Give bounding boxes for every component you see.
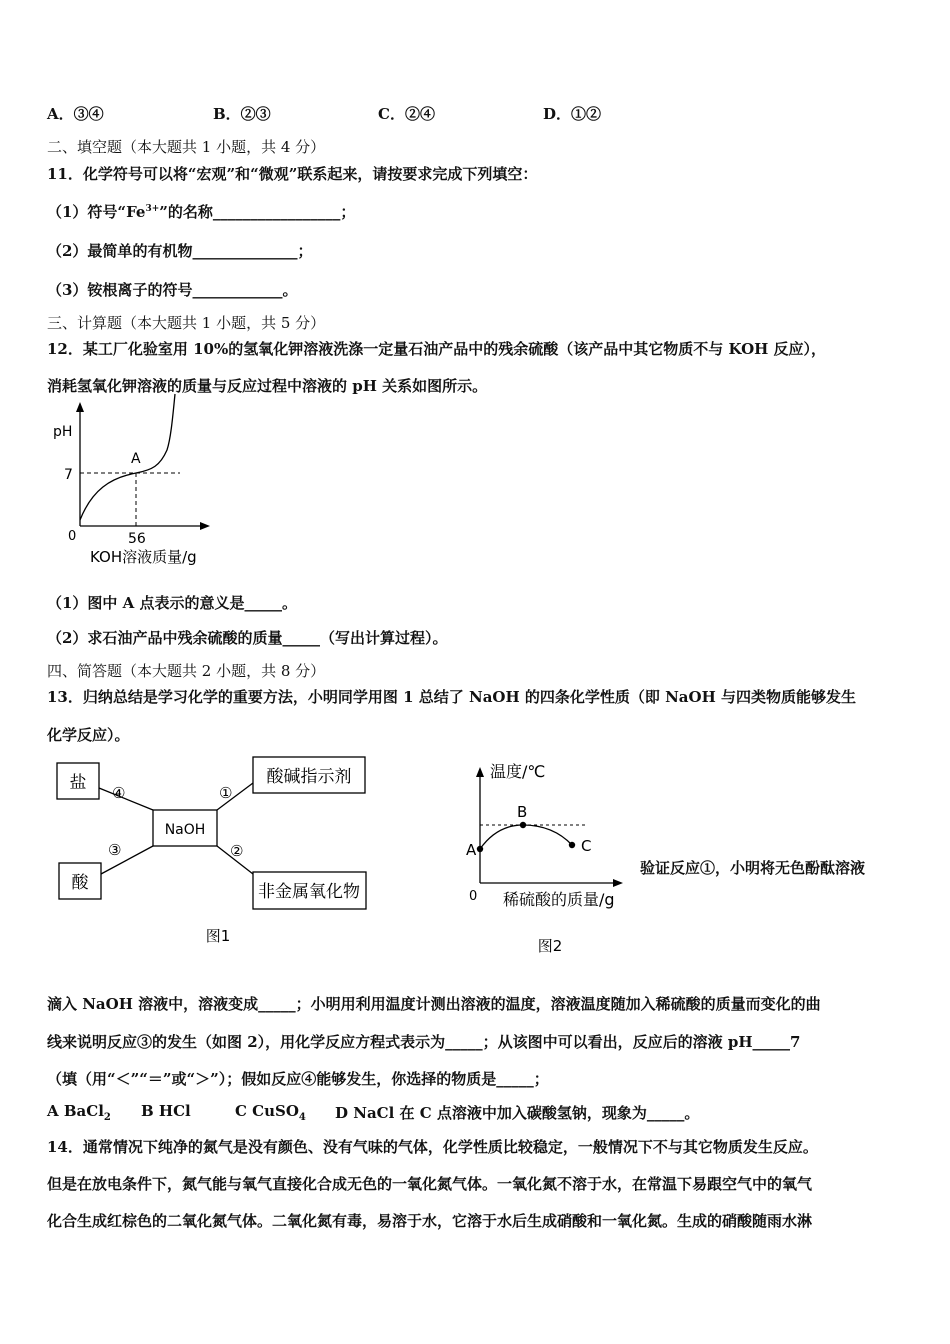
q12-graph-y-label: pH [53, 424, 73, 440]
q11-part1 [47, 201, 355, 222]
q13-side-text: 验证反应①，小明将无色酚酞溶液 [640, 859, 866, 877]
q13-line-3: （填（用“＜”“＝”或“＞”）；假如反应④能够发生，你选择的物质是_____； [47, 1070, 549, 1088]
q11-part3: （3）铵根离子的符号____________。 [47, 281, 298, 299]
fig2-point-a: A [466, 841, 477, 859]
q13-option-c-sub: 4 [298, 1112, 306, 1123]
fig1-acid: 酸 [71, 873, 89, 893]
q10-option-c: C．②④ [378, 105, 435, 123]
q11-part1-pre: （1）符号“Fe [47, 203, 146, 221]
fig2-x-label: 稀硫酸的质量/g [503, 890, 615, 909]
q13-stem-1: 13．归纳总结是学习化学的重要方法，小明同学用图 1 总结了 NaOH 的四条化学性质（即 NaOH 与四类物质能够发生 [47, 688, 856, 706]
fig1-label-4: ④ [112, 784, 126, 802]
fig1-label-2: ② [230, 842, 244, 860]
q12-part2: （2）求石油产品中残余硫酸的质量_____（写出计算过程）。 [47, 629, 448, 647]
q13-option-b: B HCl [141, 1102, 191, 1120]
q14-line-1: 14．通常情况下纯净的氮气是没有颜色、没有气味的气体，化学性质比较稳定，一般情况下不与其它物质发生反应。 [47, 1138, 818, 1156]
q14-line-3: 化合生成红棕色的二氧化氮气体。二氧化氮有毒，易溶于水，它溶于水后生成硝酸和一氧化氮。生成的硝酸随雨水淋 [47, 1212, 813, 1230]
q11-part2: （2）最简单的有机物______________； [47, 242, 313, 260]
fig2-y-label: 温度/℃ [490, 762, 546, 781]
fig2-caption: 图2 [537, 937, 563, 955]
fig1-nonmetal-oxide: 非金属氧化物 [258, 882, 360, 902]
q12-ph-graph [40, 390, 230, 570]
section-heading-2: 二、填空题（本大题共 1 小题，共 4 分） [47, 138, 326, 156]
q13-stem-2: 化学反应）。 [47, 726, 130, 744]
fig1-center-naoh: NaOH [164, 822, 206, 838]
section-heading-4: 四、简答题（本大题共 2 小题，共 8 分） [47, 662, 326, 680]
q13-line-1: 滴入 NaOH 溶液中，溶液变成_____；小明用利用温度计测出溶液的温度，溶液温度随加入稀硫酸的质量而变化的曲 [47, 995, 821, 1013]
q13-option-d: D NaCl 在 C 点溶液中加入碳酸氢钠，现象为_____。 [335, 1104, 700, 1122]
q13-option-c-text: C CuSO [235, 1102, 299, 1120]
q13-option-c [235, 1102, 306, 1123]
q13-option-a [47, 1102, 111, 1123]
q10-option-a: A．③④ [47, 105, 104, 123]
fig2-point-c: C [581, 837, 592, 855]
q12-stem-1: 12．某工厂化验室用 10%的氢氧化钾溶液洗涤一定量石油产品中的残余硫酸（该产品中其它物质不与 KOH 反应）， [47, 340, 827, 358]
q12-graph-y-tick: 7 [64, 467, 73, 483]
q12-graph-origin: 0 [68, 529, 77, 544]
q13-option-a-sub: 2 [103, 1112, 111, 1123]
fig1-caption: 图1 [205, 927, 231, 945]
fig1-salt: 盐 [69, 773, 87, 793]
q13-figure-2 [455, 755, 635, 960]
fig1-label-3: ③ [108, 841, 122, 859]
q12-part1: （1）图中 A 点表示的意义是_____。 [47, 594, 298, 612]
q13-figure-1 [50, 750, 380, 950]
q13-line-2: 线来说明反应③的发生（如图 2），用化学反应方程式表示为_____；从该图中可以看出，反应后的溶液 pH_____7 [47, 1033, 801, 1051]
q10-option-b: B．②③ [213, 105, 271, 123]
q12-stem-2: 消耗氢氧化钾溶液的质量与反应过程中溶液的 pH 关系如图所示。 [47, 377, 488, 395]
q11-part1-post: ”的名称_________________； [159, 203, 356, 221]
q13-option-a-text: A BaCl [47, 1102, 104, 1120]
q11-stem: 11．化学符号可以将“宏观”和“微观”联系起来，请按要求完成下列填空： [47, 165, 538, 183]
fig1-label-1: ① [219, 784, 233, 802]
q11-part1-sup: 3+ [145, 204, 160, 214]
q10-option-d: D．①② [543, 105, 602, 123]
q12-graph-x-tick: 56 [128, 531, 146, 547]
section-heading-3: 三、计算题（本大题共 1 小题，共 5 分） [47, 314, 326, 332]
q12-graph-point-a: A [131, 451, 141, 467]
q12-graph-x-label: KOH溶液质量/g [90, 548, 197, 566]
fig2-point-b: B [517, 803, 528, 821]
q14-line-2: 但是在放电条件下，氮气能与氧气直接化合成无色的一氧化氮气体。一氧化氮不溶于水，在常温下易跟空气中的氧气 [47, 1175, 813, 1193]
fig1-indicator: 酸碱指示剂 [266, 767, 352, 787]
fig2-origin: 0 [469, 889, 478, 904]
